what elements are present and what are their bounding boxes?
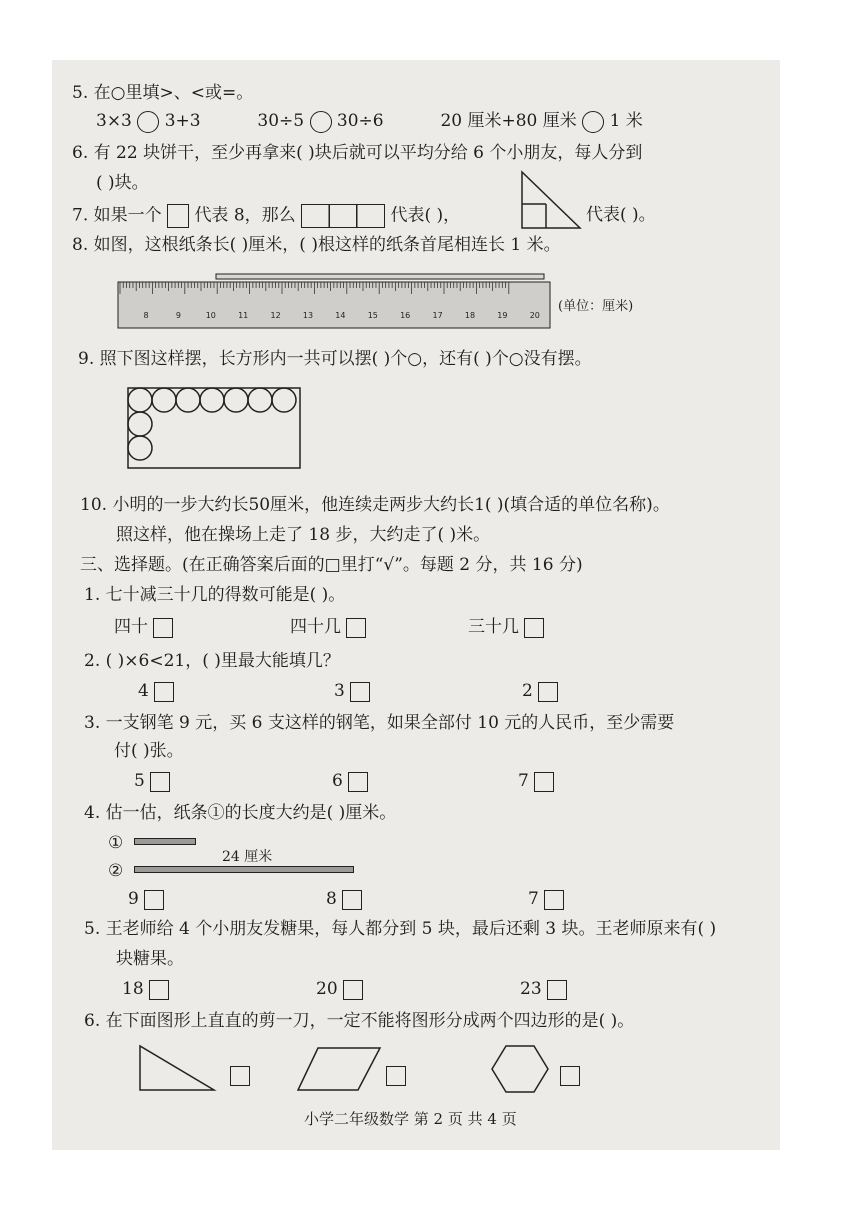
hexagon-shape [490, 1044, 552, 1094]
parallelogram-shape [296, 1046, 382, 1092]
c5-option-1[interactable]: 18 [122, 978, 169, 1000]
q10-text: 10. 小明的一步大约长50厘米，他连续走两步大约长1( )(填合适的单位名称)。 [80, 495, 670, 515]
ruler-number: 17 [432, 311, 443, 320]
q7-blank-1: 代表( )， [390, 205, 461, 226]
circle-row [128, 388, 296, 460]
ruler-number: 9 [175, 311, 181, 320]
circle-shape [128, 436, 152, 460]
c4-option-2[interactable]: 8 [326, 888, 362, 910]
c1-option-2[interactable]: 四十几 [290, 616, 366, 638]
c6-text: 6. 在下面图形上直直的剪一刀，一定不能将图形分成两个四边形的是( )。 [84, 1011, 635, 1031]
circle-shape [200, 388, 224, 412]
ruler-number: 15 [367, 311, 378, 320]
q5-title: 5. 在○里填>、<或=。 [72, 83, 254, 103]
q7-text [72, 204, 460, 228]
c3-text: 3. 一支钢笔 9 元，买 6 支这样的钢笔，如果全部付 10 元的人民币，至少需要 [84, 713, 675, 733]
q6-text: 6. 有 22 块饼干，至少再拿来( )块后就可以平均分给 6 个小朋友，每人分到 [72, 143, 643, 163]
paper-strip-1 [134, 838, 196, 845]
c2-text: 2. ( )×6<21，( )里最大能填几？ [84, 651, 340, 671]
q7-prefix: 7. 如果一个 [72, 205, 162, 226]
ruler-number: 11 [238, 311, 249, 320]
ruler-unit-label: (单位：厘米) [558, 299, 634, 314]
circle-shape [272, 388, 296, 412]
c1-option-1[interactable]: 四十 [114, 616, 173, 638]
circle-shape [248, 388, 272, 412]
c5-option-3[interactable]: 23 [520, 978, 567, 1000]
exam-page [52, 60, 780, 1150]
c4-text: 4. 估一估，纸条①的长度大约是( )厘米。 [84, 803, 397, 823]
ruler-number: 8 [143, 311, 149, 320]
ruler-number: 18 [464, 311, 476, 320]
q7-mid: 代表 8，那么 [194, 205, 296, 226]
c5-option-2[interactable]: 20 [316, 978, 363, 1000]
circle-shape [128, 412, 152, 436]
compare-circle[interactable] [310, 111, 332, 133]
triangle-figure [520, 170, 584, 232]
ruler-number: 10 [205, 311, 216, 320]
c6-option-3-box[interactable] [560, 1066, 580, 1086]
circle-shape [176, 388, 200, 412]
q5-row [96, 110, 643, 133]
q8-text: 8. 如图，这根纸条长( )厘米，( )根这样的纸条首尾相连长 1 米。 [72, 235, 561, 255]
c1-option-3[interactable]: 三十几 [468, 616, 544, 638]
c3-option-3[interactable]: 7 [518, 770, 554, 792]
c3-option-2[interactable]: 6 [332, 770, 368, 792]
c6-option-1-box[interactable] [230, 1066, 250, 1086]
q5b-left: 30÷5 [257, 111, 305, 131]
c2-option-2[interactable]: 3 [334, 680, 370, 702]
q5a-left: 3×3 [96, 111, 132, 131]
q5b-right: 30÷6 [336, 111, 384, 131]
ruler-number: 12 [270, 311, 281, 320]
c4-option-1[interactable]: 9 [128, 888, 164, 910]
c4-option-3[interactable]: 7 [528, 888, 564, 910]
c1-text: 1. 七十减三十几的得数可能是( )。 [84, 585, 346, 605]
section-3-heading: 三、选择题。(在正确答案后面的□里打“√”。每题 2 分，共 16 分) [80, 555, 583, 575]
c3-text-2: 付( )张。 [114, 741, 184, 761]
c5-text: 5. 王老师给 4 个小朋友发糖果，每人都分到 5 块，最后还剩 3 块。王老师原来有( ) [84, 919, 717, 939]
circle-shape [128, 388, 152, 412]
circle-shape [152, 388, 176, 412]
q7-text-2: 代表( )。 [586, 205, 656, 225]
compare-circle[interactable] [582, 111, 604, 133]
ruler-number: 13 [302, 311, 314, 320]
ruler-number: 20 [529, 311, 540, 320]
ruler-figure [112, 272, 552, 332]
c6-option-2-box[interactable] [386, 1066, 406, 1086]
c5-text-2: 块糖果。 [116, 949, 184, 969]
c3-option-1[interactable]: 5 [134, 770, 170, 792]
compare-circle[interactable] [137, 111, 159, 133]
q10-text-2: 照这样，他在操场上走了 18 步，大约走了( )米。 [116, 525, 491, 545]
c2-option-3[interactable]: 2 [522, 680, 558, 702]
three-square-figure [301, 204, 385, 228]
q5c-left: 20 厘米+80 厘米 [440, 111, 577, 131]
q6-text-2: ( )块。 [96, 173, 149, 193]
strip-2-length-label: 24 厘米 [222, 849, 273, 865]
q5a-right: 3+3 [164, 111, 201, 131]
ruler-number: 19 [497, 311, 508, 320]
strip-2-label: ② [108, 861, 124, 881]
single-square-figure [167, 204, 189, 228]
circle-shape [224, 388, 248, 412]
page-footer: 小学二年级数学 第 2 页 共 4 页 [304, 1110, 517, 1128]
q9-text: 9. 照下图这样摆，长方形内一共可以摆( )个○，还有( )个○没有摆。 [78, 349, 592, 369]
ruler-number: 14 [335, 311, 346, 320]
triangle-shape [138, 1044, 218, 1094]
strip-1-label: ① [108, 833, 124, 853]
q5c-right: 1 米 [609, 111, 643, 131]
ruler-number: 16 [400, 311, 411, 320]
c2-option-1[interactable]: 4 [138, 680, 174, 702]
rectangle-circles-figure [126, 386, 306, 472]
